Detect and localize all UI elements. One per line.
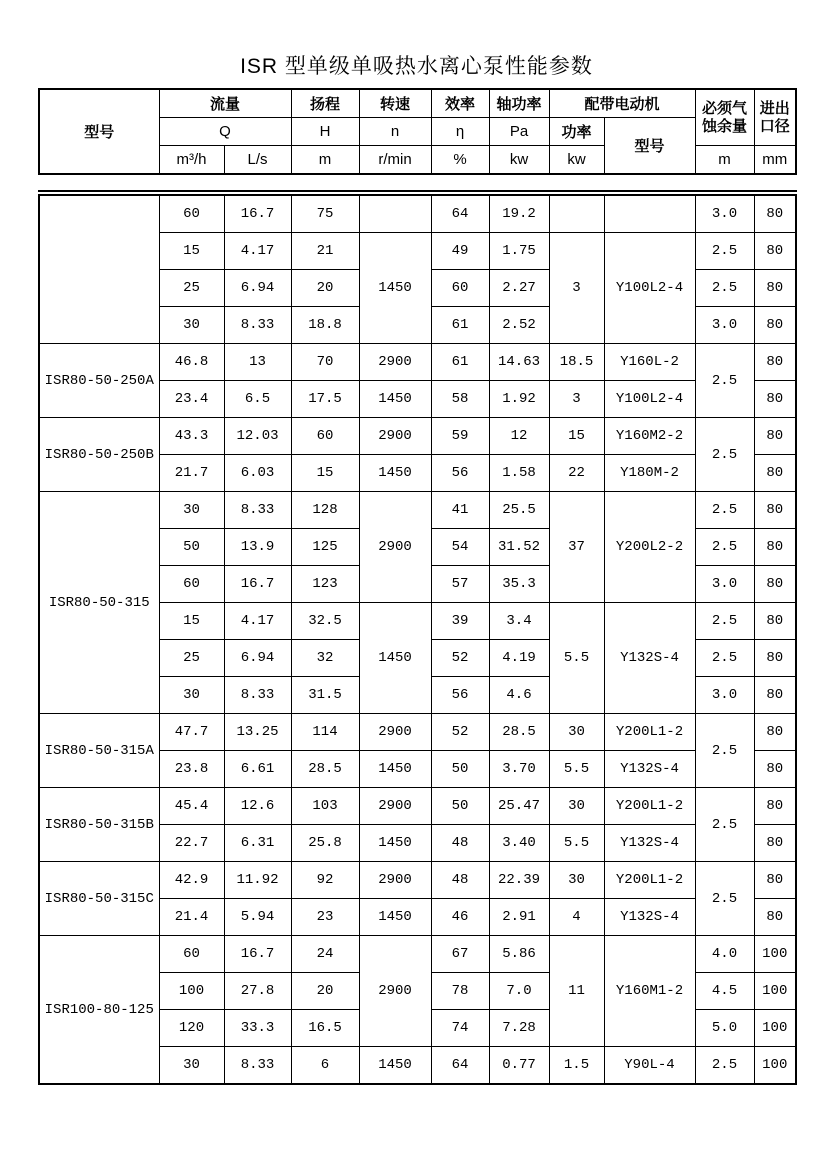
head-cell: 32 — [291, 640, 359, 677]
flow-ls-cell: 12.03 — [224, 418, 291, 455]
motor-power-cell: 3 — [549, 381, 604, 418]
diameter-cell: 80 — [754, 529, 796, 566]
speed-cell: 2900 — [359, 714, 431, 751]
efficiency-cell: 64 — [431, 1047, 489, 1085]
diameter-cell: 80 — [754, 825, 796, 862]
shaft-power-cell: 4.6 — [489, 677, 549, 714]
header-motor-power-unit: kw — [549, 146, 604, 175]
head-cell: 128 — [291, 492, 359, 529]
flow-ls-cell: 13 — [224, 344, 291, 381]
header-efficiency: 效率 — [431, 89, 489, 118]
shaft-power-cell: 3.70 — [489, 751, 549, 788]
head-cell: 123 — [291, 566, 359, 603]
diameter-cell: 100 — [754, 936, 796, 973]
header-flow: 流量 — [159, 89, 291, 118]
flow-ls-cell: 13.9 — [224, 529, 291, 566]
npsh-cell: 2.5 — [695, 270, 754, 307]
efficiency-cell: 48 — [431, 862, 489, 899]
page-title: ISR 型单级单吸热水离心泵性能参数 — [240, 55, 593, 78]
npsh-cell: 2.5 — [695, 1047, 754, 1085]
table-row — [39, 936, 796, 973]
motor-model-cell: Y90L-4 — [604, 1047, 695, 1085]
motor-power-cell: 15 — [549, 418, 604, 455]
efficiency-cell: 46 — [431, 899, 489, 936]
flow-ls-cell: 16.7 — [224, 566, 291, 603]
flow-m3h-cell: 22.7 — [159, 825, 224, 862]
diameter-cell: 80 — [754, 492, 796, 529]
head-cell: 17.5 — [291, 381, 359, 418]
shaft-power-cell: 1.75 — [489, 233, 549, 270]
header-npsh-line1: 必须气 — [702, 99, 748, 117]
motor-power-cell: 22 — [549, 455, 604, 492]
table-row — [39, 788, 796, 825]
diameter-cell: 80 — [754, 418, 796, 455]
flow-ls-cell: 6.94 — [224, 270, 291, 307]
motor-power-cell: 4 — [549, 899, 604, 936]
flow-ls-cell: 6.61 — [224, 751, 291, 788]
shaft-power-cell: 2.91 — [489, 899, 549, 936]
head-cell: 15 — [291, 455, 359, 492]
efficiency-cell: 78 — [431, 973, 489, 1010]
header-speed-symbol: n — [359, 118, 431, 146]
pump-model-cell — [39, 193, 159, 344]
npsh-cell: 2.5 — [695, 529, 754, 566]
efficiency-cell: 61 — [431, 344, 489, 381]
flow-ls-cell: 4.17 — [224, 233, 291, 270]
efficiency-cell: 52 — [431, 640, 489, 677]
npsh-cell: 2.5 — [695, 233, 754, 270]
head-cell: 32.5 — [291, 603, 359, 640]
header-npsh — [695, 89, 754, 146]
header-flow-unit-m3h: m³/h — [159, 146, 224, 175]
npsh-cell: 2.5 — [695, 714, 754, 788]
flow-ls-cell: 12.6 — [224, 788, 291, 825]
diameter-cell: 80 — [754, 899, 796, 936]
header-efficiency-unit: % — [431, 146, 489, 175]
speed-cell: 2900 — [359, 418, 431, 455]
header-npsh-line2: 蚀余量 — [702, 117, 748, 135]
flow-ls-cell: 8.33 — [224, 307, 291, 344]
header-head-symbol: H — [291, 118, 359, 146]
pump-model-cell: ISR100-80-125 — [39, 936, 159, 1085]
shaft-power-cell: 25.5 — [489, 492, 549, 529]
shaft-power-cell: 1.58 — [489, 455, 549, 492]
head-cell: 103 — [291, 788, 359, 825]
flow-m3h-cell: 25 — [159, 640, 224, 677]
flow-m3h-cell: 30 — [159, 492, 224, 529]
header-shaft-power-unit: kw — [489, 146, 549, 175]
table-row — [39, 418, 796, 455]
shaft-power-cell: 7.0 — [489, 973, 549, 1010]
flow-m3h-cell: 60 — [159, 193, 224, 233]
motor-model-cell — [604, 193, 695, 233]
head-cell: 16.5 — [291, 1010, 359, 1047]
pump-model-cell: ISR80-50-315C — [39, 862, 159, 936]
speed-cell: 2900 — [359, 862, 431, 899]
efficiency-cell: 41 — [431, 492, 489, 529]
speed-cell: 1450 — [359, 233, 431, 344]
flow-ls-cell: 8.33 — [224, 677, 291, 714]
flow-m3h-cell: 43.3 — [159, 418, 224, 455]
flow-m3h-cell: 21.4 — [159, 899, 224, 936]
diameter-cell: 100 — [754, 1047, 796, 1085]
spec-table-header — [38, 88, 797, 175]
pump-model-cell: ISR80-50-315B — [39, 788, 159, 862]
motor-model-cell: Y132S-4 — [604, 751, 695, 788]
diameter-cell: 80 — [754, 307, 796, 344]
npsh-cell: 4.0 — [695, 936, 754, 973]
diameter-cell: 80 — [754, 381, 796, 418]
npsh-cell: 5.0 — [695, 1010, 754, 1047]
header-head: 扬程 — [291, 89, 359, 118]
header-motor-power: 功率 — [549, 118, 604, 146]
efficiency-cell: 49 — [431, 233, 489, 270]
header-motor: 配带电动机 — [549, 89, 695, 118]
speed-cell: 2900 — [359, 492, 431, 603]
flow-m3h-cell: 25 — [159, 270, 224, 307]
efficiency-cell: 48 — [431, 825, 489, 862]
header-model: 型号 — [39, 89, 159, 174]
npsh-cell: 3.0 — [695, 307, 754, 344]
diameter-cell: 80 — [754, 677, 796, 714]
pump-model-cell: ISR80-50-315 — [39, 492, 159, 714]
flow-ls-cell: 16.7 — [224, 193, 291, 233]
flow-m3h-cell: 46.8 — [159, 344, 224, 381]
diameter-cell: 80 — [754, 714, 796, 751]
flow-ls-cell: 27.8 — [224, 973, 291, 1010]
speed-cell: 1450 — [359, 825, 431, 862]
shaft-power-cell: 0.77 — [489, 1047, 549, 1085]
pump-model-cell: ISR80-50-315A — [39, 714, 159, 788]
head-cell: 28.5 — [291, 751, 359, 788]
flow-ls-cell: 8.33 — [224, 492, 291, 529]
shaft-power-cell: 19.2 — [489, 193, 549, 233]
header-diameter-unit: mm — [754, 146, 796, 175]
head-cell: 70 — [291, 344, 359, 381]
shaft-power-cell: 25.47 — [489, 788, 549, 825]
motor-model-cell: Y100L2-4 — [604, 233, 695, 344]
flow-m3h-cell: 15 — [159, 233, 224, 270]
motor-model-cell: Y200L2-2 — [604, 492, 695, 603]
pump-model-cell: ISR80-50-250B — [39, 418, 159, 492]
motor-power-cell: 5.5 — [549, 603, 604, 714]
shaft-power-cell: 12 — [489, 418, 549, 455]
flow-ls-cell: 6.94 — [224, 640, 291, 677]
npsh-cell: 2.5 — [695, 640, 754, 677]
motor-power-cell: 5.5 — [549, 825, 604, 862]
motor-power-cell: 30 — [549, 788, 604, 825]
efficiency-cell: 64 — [431, 193, 489, 233]
head-cell: 24 — [291, 936, 359, 973]
motor-model-cell: Y132S-4 — [604, 899, 695, 936]
efficiency-cell: 57 — [431, 566, 489, 603]
motor-power-cell: 18.5 — [549, 344, 604, 381]
motor-power-cell: 30 — [549, 714, 604, 751]
table-row — [39, 862, 796, 899]
npsh-cell: 2.5 — [695, 788, 754, 862]
diameter-cell: 80 — [754, 270, 796, 307]
motor-model-cell: Y160M2-2 — [604, 418, 695, 455]
diameter-cell: 80 — [754, 603, 796, 640]
motor-model-cell: Y180M-2 — [604, 455, 695, 492]
flow-ls-cell: 6.31 — [224, 825, 291, 862]
npsh-cell: 2.5 — [695, 344, 754, 418]
motor-model-cell: Y200L1-2 — [604, 862, 695, 899]
diameter-cell: 100 — [754, 1010, 796, 1047]
npsh-cell: 2.5 — [695, 603, 754, 640]
motor-power-cell — [549, 193, 604, 233]
header-flow-symbol: Q — [159, 118, 291, 146]
motor-power-cell: 3 — [549, 233, 604, 344]
flow-m3h-cell: 100 — [159, 973, 224, 1010]
diameter-cell: 80 — [754, 566, 796, 603]
npsh-cell: 4.5 — [695, 973, 754, 1010]
npsh-cell: 3.0 — [695, 677, 754, 714]
speed-cell: 1450 — [359, 751, 431, 788]
diameter-cell: 80 — [754, 751, 796, 788]
flow-ls-cell: 4.17 — [224, 603, 291, 640]
flow-m3h-cell: 50 — [159, 529, 224, 566]
efficiency-cell: 39 — [431, 603, 489, 640]
diameter-cell: 80 — [754, 455, 796, 492]
flow-m3h-cell: 23.4 — [159, 381, 224, 418]
header-diameter-line2: 口径 — [759, 117, 790, 135]
header-npsh-unit: m — [695, 146, 754, 175]
diameter-cell: 80 — [754, 233, 796, 270]
motor-model-cell: Y200L1-2 — [604, 788, 695, 825]
speed-cell: 1450 — [359, 1047, 431, 1085]
flow-m3h-cell: 47.7 — [159, 714, 224, 751]
npsh-cell: 2.5 — [695, 862, 754, 936]
table-row — [39, 714, 796, 751]
flow-m3h-cell: 30 — [159, 677, 224, 714]
flow-ls-cell: 13.25 — [224, 714, 291, 751]
efficiency-cell: 74 — [431, 1010, 489, 1047]
flow-m3h-cell: 42.9 — [159, 862, 224, 899]
header-motor-model: 型号 — [604, 118, 695, 175]
header-diameter-line1: 进出 — [759, 99, 790, 117]
head-cell: 20 — [291, 270, 359, 307]
header-shaft-power-symbol: Pa — [489, 118, 549, 146]
efficiency-cell: 50 — [431, 751, 489, 788]
flow-m3h-cell: 15 — [159, 603, 224, 640]
spec-table-body — [38, 190, 797, 1085]
motor-power-cell: 1.5 — [549, 1047, 604, 1085]
head-cell: 125 — [291, 529, 359, 566]
efficiency-cell: 61 — [431, 307, 489, 344]
head-cell: 6 — [291, 1047, 359, 1085]
header-shaft-power: 轴功率 — [489, 89, 549, 118]
npsh-cell: 2.5 — [695, 492, 754, 529]
diameter-cell: 80 — [754, 862, 796, 899]
flow-ls-cell: 33.3 — [224, 1010, 291, 1047]
flow-m3h-cell: 30 — [159, 307, 224, 344]
flow-m3h-cell: 120 — [159, 1010, 224, 1047]
shaft-power-cell: 7.28 — [489, 1010, 549, 1047]
efficiency-cell: 56 — [431, 677, 489, 714]
shaft-power-cell: 22.39 — [489, 862, 549, 899]
header-row-1 — [39, 89, 796, 118]
diameter-cell: 80 — [754, 193, 796, 233]
npsh-cell: 3.0 — [695, 566, 754, 603]
flow-m3h-cell: 21.7 — [159, 455, 224, 492]
head-cell: 25.8 — [291, 825, 359, 862]
shaft-power-cell: 31.52 — [489, 529, 549, 566]
diameter-cell: 80 — [754, 640, 796, 677]
motor-model-cell: Y132S-4 — [604, 603, 695, 714]
shaft-power-cell: 2.27 — [489, 270, 549, 307]
efficiency-cell: 59 — [431, 418, 489, 455]
efficiency-cell: 67 — [431, 936, 489, 973]
head-cell: 60 — [291, 418, 359, 455]
flow-ls-cell: 6.5 — [224, 381, 291, 418]
efficiency-cell: 52 — [431, 714, 489, 751]
flow-ls-cell: 11.92 — [224, 862, 291, 899]
flow-ls-cell: 5.94 — [224, 899, 291, 936]
flow-m3h-cell: 45.4 — [159, 788, 224, 825]
head-cell: 23 — [291, 899, 359, 936]
npsh-cell: 2.5 — [695, 418, 754, 492]
motor-power-cell: 30 — [549, 862, 604, 899]
motor-model-cell: Y160M1-2 — [604, 936, 695, 1047]
speed-cell: 1450 — [359, 381, 431, 418]
efficiency-cell: 56 — [431, 455, 489, 492]
head-cell: 20 — [291, 973, 359, 1010]
motor-power-cell: 5.5 — [549, 751, 604, 788]
flow-ls-cell: 6.03 — [224, 455, 291, 492]
header-efficiency-symbol: η — [431, 118, 489, 146]
diameter-cell: 80 — [754, 344, 796, 381]
flow-m3h-cell: 60 — [159, 566, 224, 603]
motor-model-cell: Y100L2-4 — [604, 381, 695, 418]
motor-model-cell: Y132S-4 — [604, 825, 695, 862]
speed-cell: 2900 — [359, 788, 431, 825]
pump-model-cell: ISR80-50-250A — [39, 344, 159, 418]
header-flow-unit-ls: L/s — [224, 146, 291, 175]
efficiency-cell: 60 — [431, 270, 489, 307]
table-row — [39, 492, 796, 529]
shaft-power-cell: 35.3 — [489, 566, 549, 603]
pump-table-body — [39, 193, 796, 1084]
flow-m3h-cell: 23.8 — [159, 751, 224, 788]
flow-m3h-cell: 30 — [159, 1047, 224, 1085]
npsh-cell: 3.0 — [695, 193, 754, 233]
efficiency-cell: 58 — [431, 381, 489, 418]
shaft-power-cell: 2.52 — [489, 307, 549, 344]
head-cell: 31.5 — [291, 677, 359, 714]
speed-cell — [359, 193, 431, 233]
shaft-power-cell: 5.86 — [489, 936, 549, 973]
flow-m3h-cell: 60 — [159, 936, 224, 973]
shaft-power-cell: 3.40 — [489, 825, 549, 862]
shaft-power-cell: 4.19 — [489, 640, 549, 677]
motor-power-cell: 37 — [549, 492, 604, 603]
motor-model-cell: Y200L1-2 — [604, 714, 695, 751]
head-cell: 114 — [291, 714, 359, 751]
speed-cell: 1450 — [359, 603, 431, 714]
efficiency-cell: 50 — [431, 788, 489, 825]
speed-cell: 1450 — [359, 899, 431, 936]
head-cell: 21 — [291, 233, 359, 270]
head-cell: 18.8 — [291, 307, 359, 344]
flow-ls-cell: 16.7 — [224, 936, 291, 973]
speed-cell: 2900 — [359, 344, 431, 381]
table-row — [39, 344, 796, 381]
flow-ls-cell: 8.33 — [224, 1047, 291, 1085]
diameter-cell: 100 — [754, 973, 796, 1010]
header-speed: 转速 — [359, 89, 431, 118]
speed-cell: 2900 — [359, 936, 431, 1047]
diameter-cell: 80 — [754, 788, 796, 825]
header-speed-unit: r/min — [359, 146, 431, 175]
header-diameter — [754, 89, 796, 146]
table-row — [39, 193, 796, 233]
motor-power-cell: 11 — [549, 936, 604, 1047]
shaft-power-cell: 1.92 — [489, 381, 549, 418]
speed-cell: 1450 — [359, 455, 431, 492]
shaft-power-cell: 14.63 — [489, 344, 549, 381]
efficiency-cell: 54 — [431, 529, 489, 566]
head-cell: 92 — [291, 862, 359, 899]
head-cell: 75 — [291, 193, 359, 233]
motor-model-cell: Y160L-2 — [604, 344, 695, 381]
shaft-power-cell: 28.5 — [489, 714, 549, 751]
header-head-unit: m — [291, 146, 359, 175]
shaft-power-cell: 3.4 — [489, 603, 549, 640]
